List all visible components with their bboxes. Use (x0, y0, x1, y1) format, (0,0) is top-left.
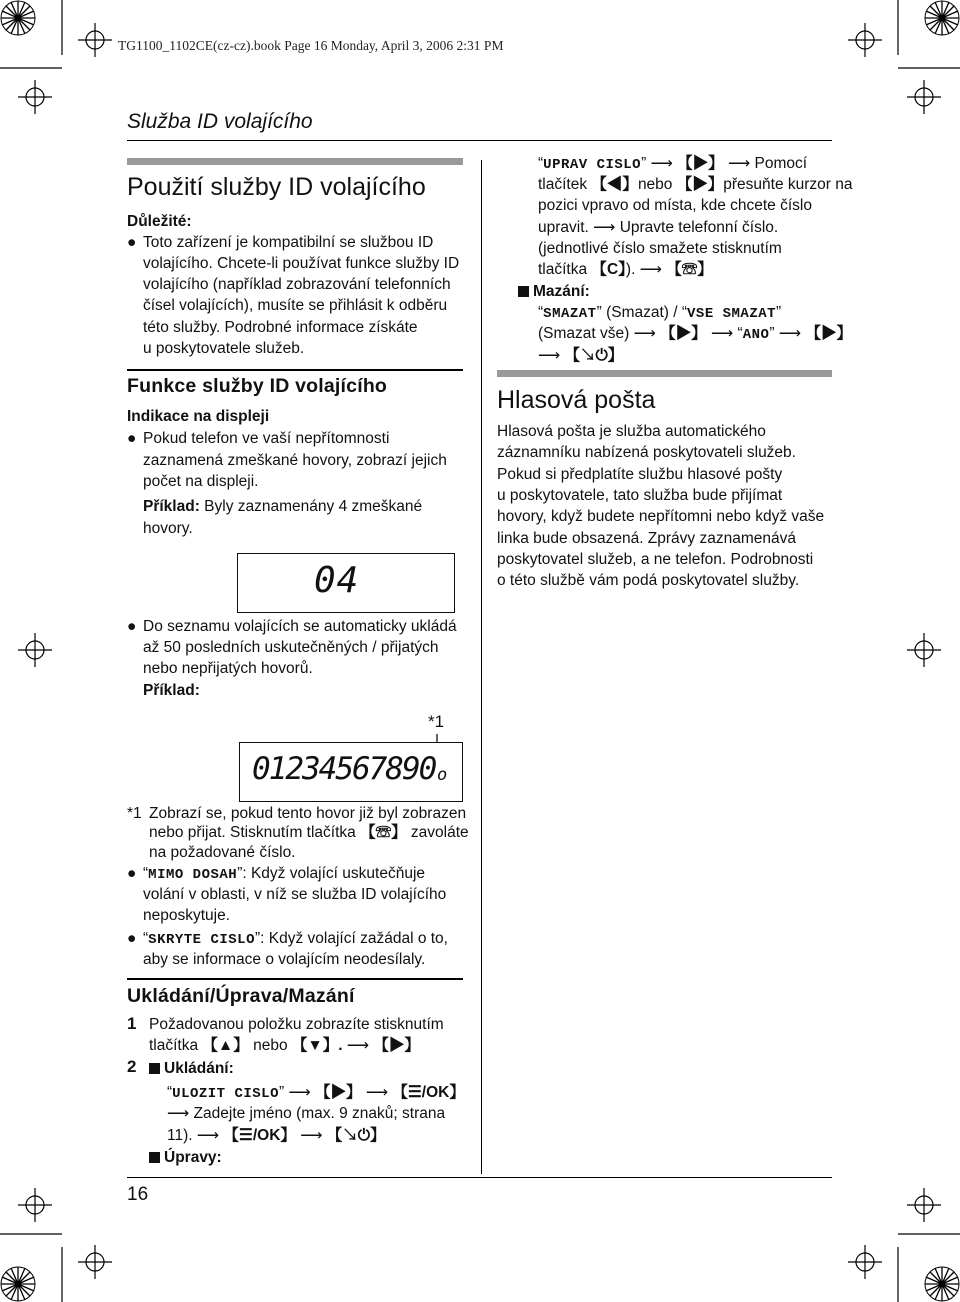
starburst-mark (925, 1267, 959, 1301)
talk-key-icon: 【☏】 (666, 261, 713, 278)
off-key-icon: 【↘⏻】 (326, 1127, 386, 1144)
arrow-icon: ⟶ (593, 219, 616, 236)
heading-bar (127, 158, 463, 165)
right-key-icon: 【▶】 (373, 1037, 420, 1054)
lcd-marker: o (437, 765, 449, 785)
display-label: Indikace na displeji (127, 408, 270, 425)
lcd-display-missed (237, 553, 455, 613)
example-text: Byly zaznamenány 4 zmeškané (204, 498, 423, 515)
edit-text: přesuňte kurzor na (723, 176, 853, 193)
section-rule (127, 140, 832, 141)
subheading-rule (127, 369, 463, 371)
right-key-icon: 【▶】 (805, 325, 852, 342)
note-text: zavoláte (410, 824, 469, 841)
edit-text: pozici vpravo od místa, kde chcete číslo (538, 197, 812, 214)
edit-text: Pomocí (754, 155, 808, 172)
right-key-icon: 【▶】 (677, 155, 724, 172)
important-text: u poskytovatele služeb. (143, 340, 305, 357)
edit-text: (jednotlivé číslo smažete stisknutím (538, 240, 782, 257)
clear-key: C (606, 261, 619, 278)
crosshair-mark (18, 633, 52, 667)
voicemail-text: u poskytovatele, tato služba bude přijímat (497, 487, 783, 504)
voicemail-text: poskytovatel služeb, a ne telefon. Podrobnosti (497, 551, 814, 568)
edit-text: upravit. (538, 219, 589, 236)
lcd-phone-number: 01234567890 (252, 751, 436, 787)
menu-ok-key: /OK (252, 1127, 281, 1144)
note-text: Zobrazí se, pokud tento hovor již byl zobrazen (149, 805, 467, 822)
off-key-icon: 【↘⏻】 (564, 347, 624, 364)
features-heading: Funkce služby ID volajícího (127, 375, 388, 397)
crosshair-mark (848, 23, 882, 57)
mimo-text: : Když volající uskutečňuje (242, 865, 426, 882)
skryte-text: : Když volající zažádal o to, (260, 930, 448, 947)
important-text: volajícího. Chcete-li používat funkce služby ID (143, 255, 460, 272)
arrow-icon: ⟶ (650, 155, 673, 172)
voicemail-text: Pokud si předplatíte službu hlasové pošty (497, 466, 783, 483)
skryte-text: aby se informace o volajícím neodesílaly. (143, 951, 426, 968)
crosshair-mark (907, 1188, 941, 1222)
bullet-icon: ● (127, 618, 137, 635)
square-bullet-icon (149, 1063, 160, 1074)
arrow-icon: ⟶ (711, 325, 734, 342)
edit-text: Upravte telefonní číslo. (619, 219, 779, 236)
starburst-mark (925, 1, 959, 35)
smazat-code: SMAZAT (543, 306, 597, 322)
arrow-icon: ⟶ (778, 325, 802, 342)
step-text: Požadovanou položku zobrazíte stisknutím (149, 1016, 444, 1033)
skryte-code: SKRYTE CISLO (148, 932, 255, 948)
arrow-icon: ⟶ (365, 1084, 389, 1101)
edit-text: nebo (637, 176, 673, 193)
bullet-icon: ● (127, 234, 137, 251)
voicemail-text: hovory, když budete nepřítomni nebo když vaše (497, 508, 825, 525)
voicemail-text: Hlasová pošta je služba automatického (497, 423, 766, 440)
example-label: Příklad: (143, 682, 200, 699)
arrow-icon: ⟶ (288, 1084, 311, 1101)
arrow-icon: ⟶ (639, 261, 662, 278)
arrow-icon: ⟶ (300, 1127, 323, 1144)
important-text: čísel volajících), musíte se přihlásit k odběru (143, 297, 448, 314)
callout-mark: *1 (428, 712, 445, 731)
note-mark: *1 (127, 805, 142, 822)
section-title: Služba ID volajícího (127, 110, 313, 133)
arrow-icon: ⟶ (167, 1105, 190, 1122)
edit-text: tlačítka (538, 261, 588, 278)
file-header: TG1100_1102CE(cz-cz).book Page 16 Monday, April 3, 2006 2:31 PM (118, 38, 504, 53)
example-label: Příklad: (143, 498, 200, 515)
edit-label: Úpravy: (164, 1149, 222, 1166)
arrow-icon: ⟶ (196, 1127, 220, 1144)
voicemail-text: záznamníku nabízená poskytovateli služeb. (497, 444, 796, 461)
starburst-mark (1, 1, 35, 35)
left-key-icon: 【◀】 (591, 176, 638, 193)
right-key-icon: 【▶】 (315, 1084, 362, 1101)
save-text: 11). (167, 1127, 193, 1144)
bullet-icon: ● (127, 865, 137, 882)
lcd-count: 04 (314, 560, 360, 601)
starburst-mark (1, 1267, 35, 1301)
heading-bar (497, 370, 832, 377)
important-label: Důležité: (127, 213, 192, 230)
up-key-icon: 【▲】 (202, 1037, 249, 1054)
vse-code: VSE SMAZAT (687, 306, 777, 322)
delete-text: (Smazat) / (606, 304, 678, 321)
list-text: Do seznamu volajících se automaticky ukládá (143, 618, 457, 635)
square-bullet-icon (149, 1152, 160, 1163)
bullet-icon: ● (127, 930, 137, 947)
delete-label: Mazání: (533, 283, 590, 300)
note-text: nebo přijat. Stisknutím tlačítka (149, 824, 356, 841)
footer-rule (127, 1177, 832, 1178)
column-divider (481, 160, 482, 1174)
down-key-icon: 【▼】. (291, 1037, 343, 1054)
right-key-icon: 【▶】 (660, 325, 707, 342)
step-text: nebo (253, 1037, 288, 1054)
voicemail-text: o této službě vám podá poskytovatel služby. (497, 572, 800, 589)
example-text: hovory. (143, 520, 193, 537)
menu-key-icon: 【☰ (392, 1084, 422, 1101)
list-text: až 50 posledních uskutečněných / přijatých (143, 639, 439, 656)
save-code: ULOZIT CISLO (172, 1086, 279, 1102)
crosshair-mark (18, 1188, 52, 1222)
save-label: Ukládání: (164, 1060, 234, 1077)
step-number: 2 (127, 1057, 137, 1076)
crosshair-mark (907, 80, 941, 114)
bullet-icon: ● (127, 430, 137, 447)
ano-code: ANO (742, 327, 770, 343)
edit-text: tlačítek (538, 176, 588, 193)
right-key-icon: 【▶】 (676, 176, 724, 193)
crosshair-mark (18, 80, 52, 114)
delete-text: (Smazat vše) (538, 325, 630, 342)
arrow-icon: ⟶ (538, 347, 561, 364)
missed-text: Pokud telefon ve vaší nepřítomnosti (143, 430, 390, 447)
mimo-code: MIMO DOSAH (148, 867, 238, 883)
important-text: této služby. Podrobné informace získáte (143, 319, 418, 336)
step-number: 1 (127, 1014, 137, 1033)
mimo-text: neposkytuje. (143, 907, 231, 924)
page-heading: Použití služby ID volajícího (127, 173, 426, 201)
arrow-icon: ⟶ (346, 1037, 370, 1054)
important-text: volajícího (například zobrazování telefonních (143, 276, 451, 293)
important-text: Toto zařízení je kompatibilní se službou ID (143, 234, 434, 251)
talk-key-icon: 【☏】 (360, 824, 407, 841)
arrow-icon: ⟶ (727, 155, 751, 172)
lcd-display-number (239, 742, 463, 802)
crosshair-mark (907, 633, 941, 667)
crosshair-mark (78, 1245, 112, 1279)
edit-text: ). (625, 261, 636, 278)
square-bullet-icon (518, 286, 529, 297)
missed-text: počet na displeji. (143, 473, 259, 490)
voicemail-text: linka bude obsazená. Zprávy zaznamenává (497, 530, 796, 547)
menu-key-icon: 【☰ (223, 1127, 253, 1144)
menu-ok-key: /OK (421, 1084, 450, 1101)
crosshair-mark (78, 23, 112, 57)
subheading-rule (127, 978, 463, 980)
list-text: nebo nepřijatých hovorů. (143, 660, 313, 677)
voicemail-heading: Hlasová pošta (497, 386, 656, 414)
note-text: na požadované číslo. (149, 844, 296, 861)
save-heading: Ukládání/Úprava/Mazání (127, 985, 355, 1007)
mimo-text: volání v oblasti, v níž se služba ID volajícího (143, 886, 447, 903)
arrow-icon: ⟶ (633, 325, 656, 342)
step-text: tlačítka (149, 1037, 199, 1054)
edit-code: UPRAV CISLO (543, 157, 642, 173)
page-number: 16 (127, 1184, 149, 1205)
missed-text: zaznamená zmeškané hovory, zobrazí jejich (143, 452, 447, 469)
save-text: Zadejte jméno (max. 9 znaků; strana (193, 1105, 446, 1122)
crosshair-mark (848, 1245, 882, 1279)
